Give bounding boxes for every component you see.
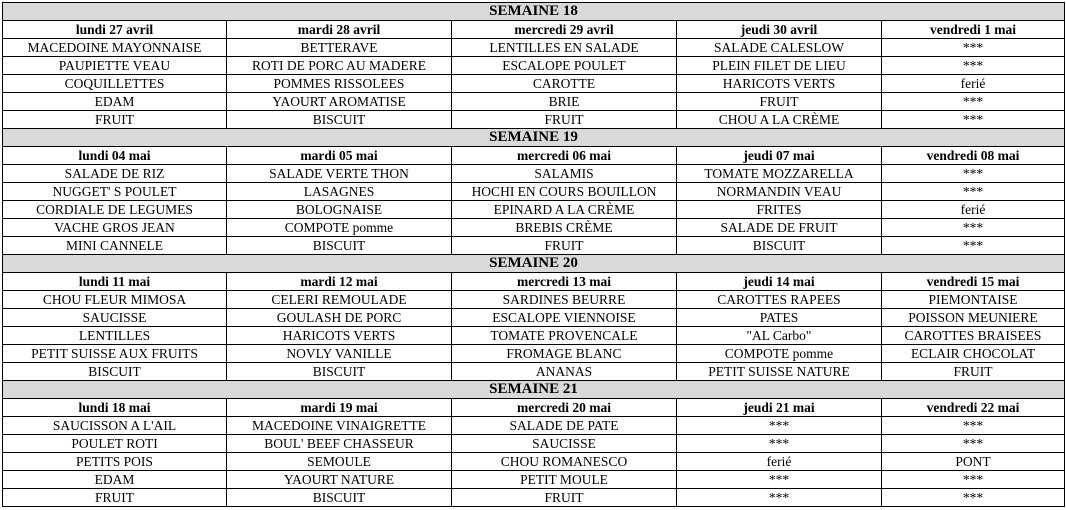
menu-cell: *** [677, 435, 882, 453]
week-header-row [3, 129, 1065, 147]
day-header: vendredi 1 mai [882, 21, 1065, 39]
menu-cell: BISCUIT [227, 363, 452, 381]
day-header: vendredi 22 mai [882, 399, 1065, 417]
menu-cell: *** [882, 93, 1065, 111]
menu-cell: POISSON MEUNIERE [882, 309, 1065, 327]
menu-cell: LASAGNES [227, 183, 452, 201]
menu-cell: FRITES [677, 201, 882, 219]
menu-cell: PETIT MOULE [452, 471, 677, 489]
menu-cell: HOCHI EN COURS BOUILLON [452, 183, 677, 201]
menu-cell: BETTERAVE [227, 39, 452, 57]
menu-table-body [3, 3, 1065, 507]
menu-cell: SALAMIS [452, 165, 677, 183]
menu-cell: NUGGET' S POULET [3, 183, 227, 201]
weekly-menu [2, 2, 1064, 507]
menu-cell: *** [677, 471, 882, 489]
menu-cell: BISCUIT [227, 489, 452, 507]
menu-cell: *** [882, 417, 1065, 435]
menu-cell: MINI CANNELE [3, 237, 227, 255]
menu-row [3, 183, 1065, 201]
menu-cell: SARDINES BEURRE [452, 291, 677, 309]
menu-cell: POULET ROTI [3, 435, 227, 453]
day-header: jeudi 14 mai [677, 273, 882, 291]
week-title: SEMAINE 20 [3, 255, 1065, 273]
menu-cell: CORDIALE DE LEGUMES [3, 201, 227, 219]
menu-cell: SALADE VERTE THON [227, 165, 452, 183]
day-header-row [3, 273, 1065, 291]
menu-cell: ferié [677, 453, 882, 471]
menu-cell: COQUILLETTES [3, 75, 227, 93]
menu-cell: COMPOTE pomme [677, 345, 882, 363]
menu-cell: *** [882, 39, 1065, 57]
menu-cell: *** [882, 237, 1065, 255]
menu-row [3, 471, 1065, 489]
menu-row [3, 219, 1065, 237]
menu-cell: FRUIT [3, 489, 227, 507]
menu-row [3, 327, 1065, 345]
menu-cell: COMPOTE pomme [227, 219, 452, 237]
menu-cell: NOVLY VANILLE [227, 345, 452, 363]
menu-cell: NORMANDIN VEAU [677, 183, 882, 201]
week-title: SEMAINE 19 [3, 129, 1065, 147]
day-header: mardi 28 avril [227, 21, 452, 39]
day-header: vendredi 08 mai [882, 147, 1065, 165]
menu-cell: *** [677, 489, 882, 507]
menu-cell: BREBIS CRÈME [452, 219, 677, 237]
menu-row [3, 165, 1065, 183]
menu-cell: *** [677, 417, 882, 435]
menu-cell: SEMOULE [227, 453, 452, 471]
day-header: lundi 27 avril [3, 21, 227, 39]
menu-cell: *** [882, 183, 1065, 201]
menu-cell: ferié [882, 201, 1065, 219]
menu-cell: BISCUIT [3, 363, 227, 381]
menu-cell: *** [882, 111, 1065, 129]
menu-cell: PATES [677, 309, 882, 327]
menu-row [3, 309, 1065, 327]
day-header: lundi 04 mai [3, 147, 227, 165]
menu-cell: EDAM [3, 93, 227, 111]
menu-row [3, 39, 1065, 57]
day-header: jeudi 07 mai [677, 147, 882, 165]
menu-row [3, 111, 1065, 129]
menu-row [3, 417, 1065, 435]
menu-cell: MACEDOINE VINAIGRETTE [227, 417, 452, 435]
menu-cell: BISCUIT [227, 111, 452, 129]
week-title: SEMAINE 21 [3, 381, 1065, 399]
menu-cell: PETIT SUISSE NATURE [677, 363, 882, 381]
menu-cell: POMMES RISSOLEES [227, 75, 452, 93]
day-header: vendredi 15 mai [882, 273, 1065, 291]
menu-cell: SALADE DE RIZ [3, 165, 227, 183]
menu-row [3, 75, 1065, 93]
menu-cell: SAUCISSON A L'AIL [3, 417, 227, 435]
week-title: SEMAINE 18 [3, 3, 1065, 21]
menu-cell: TOMATE MOZZARELLA [677, 165, 882, 183]
menu-table [2, 2, 1065, 507]
menu-cell: PIEMONTAISE [882, 291, 1065, 309]
menu-row [3, 345, 1065, 363]
menu-cell: ferié [882, 75, 1065, 93]
menu-cell: *** [882, 219, 1065, 237]
menu-cell: SALADE CALESLOW [677, 39, 882, 57]
menu-cell: LENTILLES EN SALADE [452, 39, 677, 57]
menu-cell: PAUPIETTE VEAU [3, 57, 227, 75]
day-header: mercredi 13 mai [452, 273, 677, 291]
menu-cell: SAUCISSE [3, 309, 227, 327]
day-header-row [3, 147, 1065, 165]
menu-cell: BRIE [452, 93, 677, 111]
menu-row [3, 453, 1065, 471]
menu-cell: CELERI REMOULADE [227, 291, 452, 309]
menu-row [3, 201, 1065, 219]
day-header: lundi 11 mai [3, 273, 227, 291]
menu-cell: CHOU ROMANESCO [452, 453, 677, 471]
day-header: mercredi 06 mai [452, 147, 677, 165]
menu-cell: HARICOTS VERTS [677, 75, 882, 93]
week-header-row [3, 255, 1065, 273]
menu-cell: TOMATE PROVENCALE [452, 327, 677, 345]
day-header: jeudi 21 mai [677, 399, 882, 417]
menu-cell: BISCUIT [227, 237, 452, 255]
menu-row [3, 93, 1065, 111]
day-header: mardi 05 mai [227, 147, 452, 165]
day-header: mardi 12 mai [227, 273, 452, 291]
menu-cell: EPINARD A LA CRÈME [452, 201, 677, 219]
menu-cell: YAOURT AROMATISE [227, 93, 452, 111]
menu-cell: FRUIT [452, 111, 677, 129]
menu-cell: PLEIN FILET DE LIEU [677, 57, 882, 75]
day-header-row [3, 399, 1065, 417]
menu-cell: ROTI DE PORC AU MADERE [227, 57, 452, 75]
menu-cell: *** [882, 57, 1065, 75]
menu-cell: GOULASH DE PORC [227, 309, 452, 327]
day-header: mardi 19 mai [227, 399, 452, 417]
menu-cell: FRUIT [882, 363, 1065, 381]
menu-cell: YAOURT NATURE [227, 471, 452, 489]
menu-cell: BOUL' BEEF CHASSEUR [227, 435, 452, 453]
menu-cell: BOLOGNAISE [227, 201, 452, 219]
menu-cell: FRUIT [677, 93, 882, 111]
menu-cell: SALADE DE PATE [452, 417, 677, 435]
menu-cell: VACHE GROS JEAN [3, 219, 227, 237]
menu-cell: ESCALOPE POULET [452, 57, 677, 75]
menu-cell: MACEDOINE MAYONNAISE [3, 39, 227, 57]
menu-cell: SAUCISSE [452, 435, 677, 453]
menu-row [3, 363, 1065, 381]
menu-cell: FROMAGE BLANC [452, 345, 677, 363]
menu-row [3, 237, 1065, 255]
menu-cell: ANANAS [452, 363, 677, 381]
menu-cell: LENTILLES [3, 327, 227, 345]
menu-cell: CAROTTE [452, 75, 677, 93]
menu-cell: PETITS POIS [3, 453, 227, 471]
menu-cell: CHOU FLEUR MIMOSA [3, 291, 227, 309]
menu-cell: CAROTTES RAPEES [677, 291, 882, 309]
menu-cell: "AL Carbo" [677, 327, 882, 345]
menu-cell: FRUIT [3, 111, 227, 129]
menu-cell: EDAM [3, 471, 227, 489]
day-header: jeudi 30 avril [677, 21, 882, 39]
day-header-row [3, 21, 1065, 39]
menu-cell: BISCUIT [677, 237, 882, 255]
menu-cell: *** [882, 471, 1065, 489]
menu-cell: SALADE DE FRUIT [677, 219, 882, 237]
menu-row [3, 435, 1065, 453]
menu-cell: ECLAIR CHOCOLAT [882, 345, 1065, 363]
menu-cell: CHOU A LA CRÈME [677, 111, 882, 129]
day-header: mercredi 20 mai [452, 399, 677, 417]
day-header: mercredi 29 avril [452, 21, 677, 39]
menu-row [3, 291, 1065, 309]
menu-cell: *** [882, 435, 1065, 453]
menu-cell: PETIT SUISSE AUX FRUITS [3, 345, 227, 363]
menu-cell: FRUIT [452, 237, 677, 255]
week-header-row [3, 3, 1065, 21]
week-header-row [3, 381, 1065, 399]
menu-cell: CAROTTES BRAISEES [882, 327, 1065, 345]
menu-row [3, 489, 1065, 507]
menu-cell: HARICOTS VERTS [227, 327, 452, 345]
menu-cell: *** [882, 165, 1065, 183]
menu-cell: ESCALOPE VIENNOISE [452, 309, 677, 327]
menu-cell: PONT [882, 453, 1065, 471]
menu-cell: FRUIT [452, 489, 677, 507]
menu-row [3, 57, 1065, 75]
menu-cell: *** [882, 489, 1065, 507]
day-header: lundi 18 mai [3, 399, 227, 417]
